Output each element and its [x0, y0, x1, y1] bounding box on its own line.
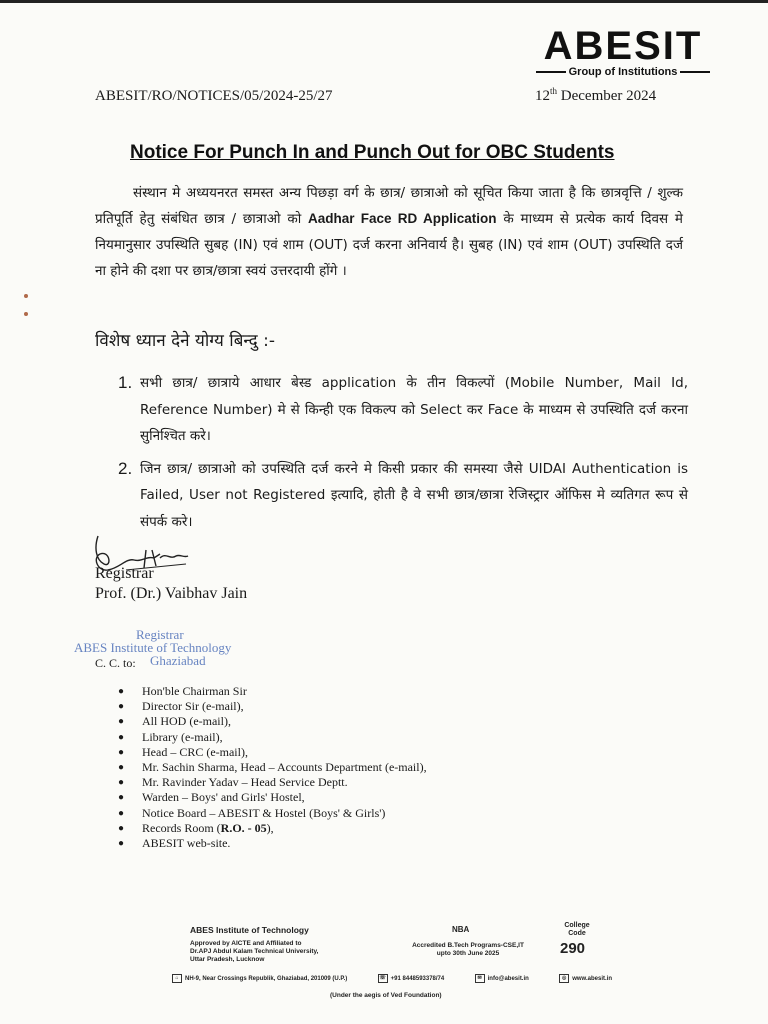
- points-list: [118, 370, 688, 541]
- cc-list: [118, 684, 427, 851]
- point-text: सभी छात्र/ छात्राये आधार बेस्ड application के तीन विकल्पों (Mobile Number, Mail Id, Reference Number) मे से किन्ही एक विकल्प को Select कर Face के माध्यम से उपस्थिति दर्ज करना सुनिश्चित करे।: [140, 375, 688, 444]
- signatory-role: Registrar: [95, 565, 154, 582]
- institution-logo: [532, 24, 714, 78]
- globe-icon: ◎: [559, 974, 569, 983]
- notice-body-paragraph: संस्थान मे अध्ययनरत समस्त अन्य पिछड़ा वर्ग के छात्र/ छात्राओ को सूचित किया जाता है कि छात्रवृत्ति / शुल्क प्रतिपूर्ति हेतु संबंधित छात्र / छात्राओ को Aadhar Face RD Application के माध्यम से प्रत्येक कार्य दिवस मे नियमानुसार उपस्थिति सुबह (IN) एवं शाम (OUT) दर्ज करना अनिवार्य है। सुबह (IN) एवं शाम (OUT) उपस्थिति दर्ज ना होने की दशा पर छात्र/छात्रा स्वयं उत्तरदायी होंगे ।: [95, 185, 683, 279]
- list-item: ● Director Sir (e-mail),: [118, 699, 244, 714]
- footer-aegis: (Under the aegis of Ved Foundation): [330, 992, 442, 999]
- list-item: ● All HOD (e-mail),: [118, 714, 231, 729]
- list-item: ● Head – CRC (e-mail),: [118, 744, 248, 759]
- logo-subtitle: Group of Institutions: [532, 66, 714, 78]
- footer-accreditation: Accredited B.Tech Programs-CSE,IT upto 30th June 2025: [412, 942, 524, 957]
- point-number: 2.: [118, 458, 133, 478]
- point-text: जिन छात्र/ छात्राओ को उपस्थिति दर्ज करने मे किसी प्रकार की समस्या जैसे UIDAI Authentication is Failed, User not Registered इत्यादि, होती है वे सभी छात्र/छात्रा रेजिस्ट्रार ऑफिस मे व्यतिगत रूप से संपर्क करे।: [140, 460, 688, 530]
- footer-website: ◎ www.abesit.in: [559, 974, 612, 983]
- points-heading: विशेष ध्यान देने योग्य बिन्दु :-: [95, 331, 275, 351]
- list-item: ● Mr. Ravinder Yadav – Head Service Deptt.: [118, 775, 348, 790]
- logo-wordmark: ABESIT: [543, 24, 703, 68]
- notice-title: Notice For Punch In and Punch Out for OBC Students: [130, 142, 615, 163]
- point-number: 1.: [118, 373, 133, 392]
- list-item: ● Hon'ble Chairman Sir: [118, 684, 247, 698]
- signatory-name: Prof. (Dr.) Vaibhav Jain: [95, 585, 248, 602]
- footer-email: ✉ info@abesit.in: [475, 974, 529, 983]
- point-item: [118, 370, 688, 450]
- punch-hole-mark: [24, 294, 28, 298]
- reference-number: ABESIT/RO/NOTICES/05/2024-25/27: [95, 88, 333, 104]
- footer-institute: ABES Institute of Technology: [190, 925, 309, 935]
- footer-contact-row: [172, 974, 612, 983]
- footer-college-code-label: College Code: [564, 922, 590, 937]
- registrar-stamp: Registrar ABES Institute of Technology Ghaziabad: [74, 627, 232, 668]
- top-border: [0, 0, 768, 3]
- list-item: ● Mr. Sachin Sharma, Head – Accounts Department (e-mail),: [118, 760, 427, 775]
- list-item: ● Warden – Boys' and Girls' Hostel,: [118, 790, 305, 805]
- list-item: ● Records Room (R.O. - 05),: [118, 820, 274, 835]
- notice-date: 12th December 2024: [535, 86, 657, 104]
- location-icon: ⌂: [172, 974, 182, 983]
- footer-nba: NBA: [452, 925, 470, 934]
- footer-approval: Approved by AICTE and Affiliated to Dr.APJ Abdul Kalam Technical University, Uttar Pradesh, Lucknow: [190, 940, 319, 963]
- footer-address: ⌂ NH-9, Near Crossings Republik, Ghaziabad, 201009 (U.P.): [172, 974, 347, 983]
- app-name: Aadhar Face RD Application: [308, 211, 497, 226]
- list-item: ● Library (e-mail),: [118, 729, 223, 744]
- footer-phone: ☏ +91 8448593378/74: [379, 975, 445, 983]
- punch-hole-mark: [24, 312, 28, 316]
- point-item: [118, 456, 688, 536]
- phone-icon: ☏: [379, 975, 386, 981]
- footer-college-code: 290: [560, 940, 586, 957]
- list-item: ● Notice Board – ABESIT & Hostel (Boys' & Girls'): [118, 805, 386, 820]
- cc-label: C. C. to:: [95, 656, 136, 670]
- mail-icon: ✉: [475, 974, 485, 983]
- list-item: ● ABESIT web-site.: [118, 836, 231, 851]
